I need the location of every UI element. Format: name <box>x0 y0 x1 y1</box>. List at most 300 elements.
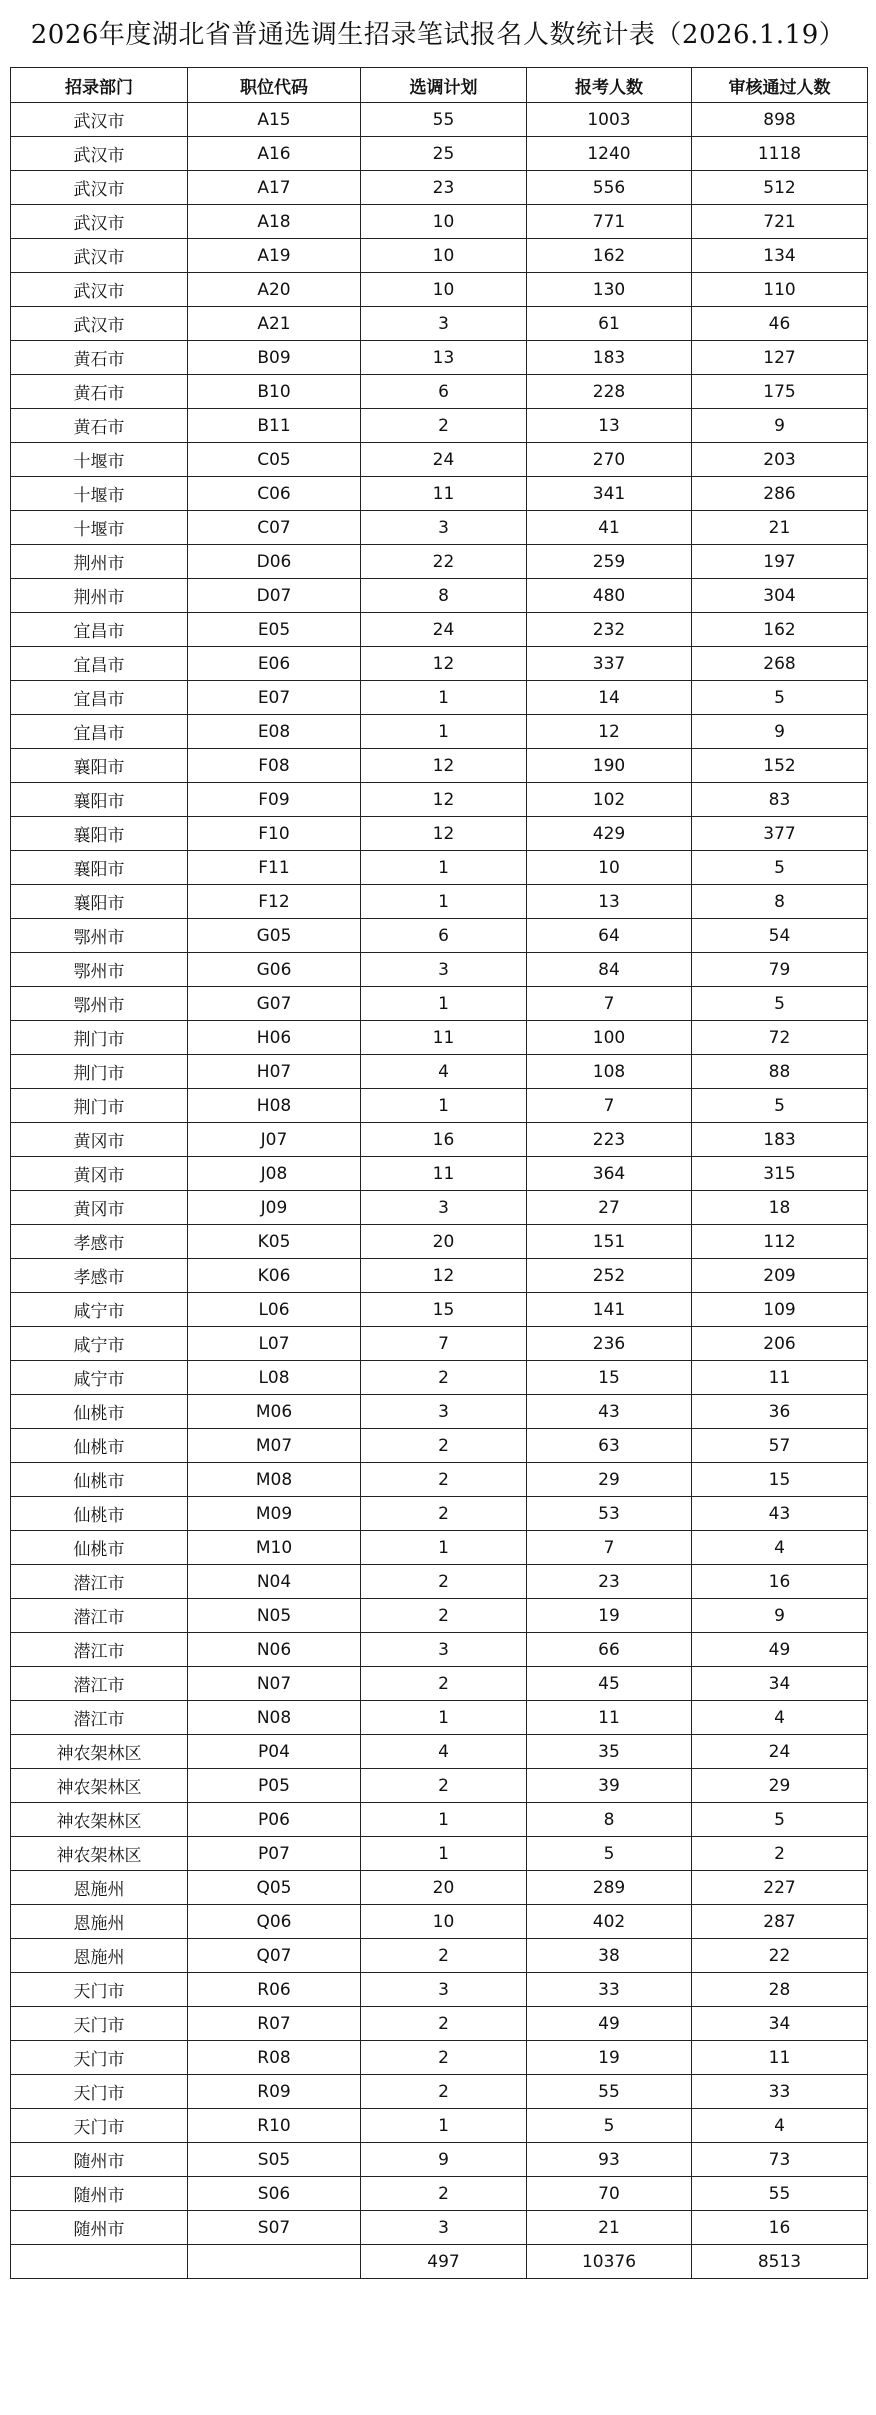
approved-cell: 315 <box>692 1157 868 1191</box>
applicants-cell: 259 <box>527 545 692 579</box>
department-cell: 随州市 <box>11 2177 188 2211</box>
position-code-cell: Q06 <box>188 1905 361 1939</box>
table-row <box>11 579 868 613</box>
plan-cell: 3 <box>361 307 527 341</box>
table-row <box>11 1871 868 1905</box>
applicants-cell: 70 <box>527 2177 692 2211</box>
applicants-cell: 5 <box>527 2109 692 2143</box>
table-row <box>11 851 868 885</box>
header-row <box>11 68 868 103</box>
plan-cell: 6 <box>361 919 527 953</box>
approved-cell: 43 <box>692 1497 868 1531</box>
table-row <box>11 341 868 375</box>
approved-cell: 46 <box>692 307 868 341</box>
approved-cell: 11 <box>692 1361 868 1395</box>
position-code-cell: S05 <box>188 2143 361 2177</box>
approved-cell: 4 <box>692 1531 868 1565</box>
department-cell: 襄阳市 <box>11 749 188 783</box>
department-cell: 鄂州市 <box>11 919 188 953</box>
approved-cell: 55 <box>692 2177 868 2211</box>
approved-cell: 5 <box>692 987 868 1021</box>
position-code-cell: K06 <box>188 1259 361 1293</box>
position-code-cell: A15 <box>188 103 361 137</box>
table-row <box>11 511 868 545</box>
table-row <box>11 103 868 137</box>
approved-cell: 83 <box>692 783 868 817</box>
table-row <box>11 613 868 647</box>
table-row <box>11 1395 868 1429</box>
plan-cell: 24 <box>361 613 527 647</box>
position-code-cell: A16 <box>188 137 361 171</box>
department-cell: 襄阳市 <box>11 885 188 919</box>
table-row <box>11 2211 868 2245</box>
approved-cell: 49 <box>692 1633 868 1667</box>
position-code-cell: H06 <box>188 1021 361 1055</box>
approved-cell: 162 <box>692 613 868 647</box>
department-cell: 潜江市 <box>11 1565 188 1599</box>
plan-cell: 2 <box>361 2177 527 2211</box>
department-cell: 襄阳市 <box>11 783 188 817</box>
department-cell: 孝感市 <box>11 1225 188 1259</box>
header-plan: 选调计划 <box>361 68 527 103</box>
position-code-cell: M06 <box>188 1395 361 1429</box>
department-cell: 神农架林区 <box>11 1837 188 1871</box>
table-row <box>11 171 868 205</box>
applicants-cell: 35 <box>527 1735 692 1769</box>
approved-cell: 18 <box>692 1191 868 1225</box>
plan-cell: 3 <box>361 1633 527 1667</box>
table-row <box>11 1701 868 1735</box>
table-row <box>11 1973 868 2007</box>
position-code-cell: P05 <box>188 1769 361 1803</box>
table-row <box>11 2007 868 2041</box>
approved-cell: 152 <box>692 749 868 783</box>
plan-cell: 2 <box>361 1429 527 1463</box>
position-code-cell: L08 <box>188 1361 361 1395</box>
position-code-cell: R08 <box>188 2041 361 2075</box>
department-cell: 天门市 <box>11 2041 188 2075</box>
department-cell: 黄冈市 <box>11 1191 188 1225</box>
applicants-cell: 556 <box>527 171 692 205</box>
table-row <box>11 1089 868 1123</box>
table-body <box>11 103 868 2245</box>
table-row <box>11 205 868 239</box>
statistics-table <box>10 67 868 2279</box>
table-row <box>11 1531 868 1565</box>
plan-cell: 1 <box>361 715 527 749</box>
applicants-cell: 1003 <box>527 103 692 137</box>
applicants-cell: 11 <box>527 1701 692 1735</box>
table-row <box>11 1225 868 1259</box>
header-department: 招录部门 <box>11 68 188 103</box>
department-cell: 武汉市 <box>11 171 188 205</box>
applicants-cell: 10 <box>527 851 692 885</box>
approved-cell: 34 <box>692 2007 868 2041</box>
department-cell: 天门市 <box>11 2109 188 2143</box>
applicants-cell: 337 <box>527 647 692 681</box>
plan-cell: 12 <box>361 783 527 817</box>
approved-cell: 9 <box>692 409 868 443</box>
department-cell: 鄂州市 <box>11 987 188 1021</box>
department-cell: 黄石市 <box>11 341 188 375</box>
total-row <box>11 2245 868 2279</box>
approved-cell: 16 <box>692 2211 868 2245</box>
position-code-cell: P07 <box>188 1837 361 1871</box>
table-row <box>11 681 868 715</box>
table-row <box>11 749 868 783</box>
plan-cell: 1 <box>361 1701 527 1735</box>
position-code-cell: L06 <box>188 1293 361 1327</box>
header-approved: 审核通过人数 <box>692 68 868 103</box>
position-code-cell: A20 <box>188 273 361 307</box>
approved-cell: 110 <box>692 273 868 307</box>
table-row <box>11 1157 868 1191</box>
table-row <box>11 239 868 273</box>
department-cell: 荆门市 <box>11 1089 188 1123</box>
department-cell: 神农架林区 <box>11 1735 188 1769</box>
position-code-cell: G06 <box>188 953 361 987</box>
plan-cell: 10 <box>361 1905 527 1939</box>
department-cell: 黄冈市 <box>11 1157 188 1191</box>
table-row <box>11 2041 868 2075</box>
table-row <box>11 1803 868 1837</box>
position-code-cell: N04 <box>188 1565 361 1599</box>
position-code-cell: B11 <box>188 409 361 443</box>
applicants-cell: 49 <box>527 2007 692 2041</box>
plan-cell: 2 <box>361 2007 527 2041</box>
approved-cell: 24 <box>692 1735 868 1769</box>
position-code-cell: C06 <box>188 477 361 511</box>
department-cell: 荆州市 <box>11 579 188 613</box>
table-row <box>11 443 868 477</box>
position-code-cell: P06 <box>188 1803 361 1837</box>
approved-cell: 28 <box>692 1973 868 2007</box>
approved-cell: 268 <box>692 647 868 681</box>
approved-cell: 4 <box>692 1701 868 1735</box>
table-row <box>11 783 868 817</box>
approved-cell: 36 <box>692 1395 868 1429</box>
plan-cell: 2 <box>361 1565 527 1599</box>
table-row <box>11 273 868 307</box>
approved-cell: 5 <box>692 681 868 715</box>
table-row <box>11 375 868 409</box>
approved-cell: 21 <box>692 511 868 545</box>
department-cell: 咸宁市 <box>11 1361 188 1395</box>
department-cell: 恩施州 <box>11 1871 188 1905</box>
position-code-cell: Q05 <box>188 1871 361 1905</box>
table-row <box>11 1769 868 1803</box>
approved-cell: 2 <box>692 1837 868 1871</box>
approved-cell: 209 <box>692 1259 868 1293</box>
plan-cell: 10 <box>361 239 527 273</box>
table-row <box>11 817 868 851</box>
applicants-cell: 130 <box>527 273 692 307</box>
applicants-cell: 8 <box>527 1803 692 1837</box>
department-cell: 鄂州市 <box>11 953 188 987</box>
applicants-cell: 1240 <box>527 137 692 171</box>
plan-cell: 22 <box>361 545 527 579</box>
plan-cell: 1 <box>361 885 527 919</box>
applicants-cell: 5 <box>527 1837 692 1871</box>
applicants-cell: 232 <box>527 613 692 647</box>
applicants-cell: 29 <box>527 1463 692 1497</box>
table-row <box>11 1463 868 1497</box>
applicants-cell: 43 <box>527 1395 692 1429</box>
department-cell: 潜江市 <box>11 1599 188 1633</box>
applicants-cell: 151 <box>527 1225 692 1259</box>
position-code-cell: J07 <box>188 1123 361 1157</box>
applicants-cell: 64 <box>527 919 692 953</box>
approved-cell: 112 <box>692 1225 868 1259</box>
plan-cell: 9 <box>361 2143 527 2177</box>
applicants-cell: 289 <box>527 1871 692 1905</box>
position-code-cell: R07 <box>188 2007 361 2041</box>
approved-cell: 22 <box>692 1939 868 1973</box>
approved-cell: 286 <box>692 477 868 511</box>
position-code-cell: D07 <box>188 579 361 613</box>
plan-cell: 2 <box>361 1361 527 1395</box>
approved-cell: 203 <box>692 443 868 477</box>
plan-cell: 1 <box>361 1837 527 1871</box>
approved-cell: 134 <box>692 239 868 273</box>
applicants-cell: 7 <box>527 987 692 1021</box>
position-code-cell: R06 <box>188 1973 361 2007</box>
applicants-cell: 38 <box>527 1939 692 1973</box>
table-row <box>11 1905 868 1939</box>
plan-cell: 23 <box>361 171 527 205</box>
position-code-cell: G07 <box>188 987 361 1021</box>
approved-cell: 287 <box>692 1905 868 1939</box>
applicants-cell: 162 <box>527 239 692 273</box>
table-row <box>11 1293 868 1327</box>
department-cell: 仙桃市 <box>11 1531 188 1565</box>
applicants-cell: 12 <box>527 715 692 749</box>
plan-cell: 1 <box>361 1089 527 1123</box>
table-row <box>11 1361 868 1395</box>
department-cell: 神农架林区 <box>11 1769 188 1803</box>
position-code-cell: H08 <box>188 1089 361 1123</box>
table-row <box>11 545 868 579</box>
department-cell: 孝感市 <box>11 1259 188 1293</box>
applicants-cell: 13 <box>527 885 692 919</box>
approved-cell: 33 <box>692 2075 868 2109</box>
table-row <box>11 1939 868 1973</box>
approved-cell: 898 <box>692 103 868 137</box>
approved-cell: 1118 <box>692 137 868 171</box>
page-title: 2026年度湖北省普通选调生招录笔试报名人数统计表（2026.1.19） <box>30 20 846 50</box>
position-code-cell: D06 <box>188 545 361 579</box>
total-applicants-cell: 10376 <box>527 2245 692 2279</box>
department-cell: 潜江市 <box>11 1633 188 1667</box>
department-cell: 神农架林区 <box>11 1803 188 1837</box>
position-code-cell: L07 <box>188 1327 361 1361</box>
approved-cell: 15 <box>692 1463 868 1497</box>
plan-cell: 15 <box>361 1293 527 1327</box>
total-approved-cell: 8513 <box>692 2245 868 2279</box>
applicants-cell: 33 <box>527 1973 692 2007</box>
department-cell: 武汉市 <box>11 137 188 171</box>
plan-cell: 20 <box>361 1225 527 1259</box>
department-cell: 武汉市 <box>11 273 188 307</box>
approved-cell: 512 <box>692 171 868 205</box>
position-code-cell: N05 <box>188 1599 361 1633</box>
plan-cell: 11 <box>361 477 527 511</box>
applicants-cell: 14 <box>527 681 692 715</box>
position-code-cell: E07 <box>188 681 361 715</box>
department-cell: 十堰市 <box>11 511 188 545</box>
plan-cell: 2 <box>361 1599 527 1633</box>
department-cell: 恩施州 <box>11 1939 188 1973</box>
approved-cell: 79 <box>692 953 868 987</box>
plan-cell: 8 <box>361 579 527 613</box>
plan-cell: 10 <box>361 273 527 307</box>
position-code-cell: J09 <box>188 1191 361 1225</box>
position-code-cell: R09 <box>188 2075 361 2109</box>
applicants-cell: 7 <box>527 1531 692 1565</box>
plan-cell: 3 <box>361 2211 527 2245</box>
plan-cell: 3 <box>361 953 527 987</box>
table-row <box>11 1123 868 1157</box>
department-cell: 襄阳市 <box>11 851 188 885</box>
position-code-cell: A21 <box>188 307 361 341</box>
department-cell: 宜昌市 <box>11 715 188 749</box>
approved-cell: 197 <box>692 545 868 579</box>
table-row <box>11 1667 868 1701</box>
plan-cell: 2 <box>361 1463 527 1497</box>
position-code-cell: E05 <box>188 613 361 647</box>
table-row <box>11 1497 868 1531</box>
approved-cell: 304 <box>692 579 868 613</box>
approved-cell: 721 <box>692 205 868 239</box>
applicants-cell: 236 <box>527 1327 692 1361</box>
plan-cell: 2 <box>361 2075 527 2109</box>
position-code-cell: A18 <box>188 205 361 239</box>
position-code-cell: N08 <box>188 1701 361 1735</box>
applicants-cell: 771 <box>527 205 692 239</box>
applicants-cell: 183 <box>527 341 692 375</box>
plan-cell: 2 <box>361 1497 527 1531</box>
table-row <box>11 1191 868 1225</box>
plan-cell: 25 <box>361 137 527 171</box>
applicants-cell: 39 <box>527 1769 692 1803</box>
table-row <box>11 1259 868 1293</box>
approved-cell: 5 <box>692 1803 868 1837</box>
department-cell: 武汉市 <box>11 205 188 239</box>
applicants-cell: 7 <box>527 1089 692 1123</box>
position-code-cell: M09 <box>188 1497 361 1531</box>
approved-cell: 175 <box>692 375 868 409</box>
approved-cell: 9 <box>692 715 868 749</box>
applicants-cell: 190 <box>527 749 692 783</box>
applicants-cell: 93 <box>527 2143 692 2177</box>
table-row <box>11 307 868 341</box>
department-cell: 黄石市 <box>11 375 188 409</box>
total-plan-cell: 497 <box>361 2245 527 2279</box>
position-code-cell: F10 <box>188 817 361 851</box>
department-cell: 仙桃市 <box>11 1497 188 1531</box>
department-cell: 仙桃市 <box>11 1429 188 1463</box>
position-code-cell: N06 <box>188 1633 361 1667</box>
department-cell: 宜昌市 <box>11 681 188 715</box>
approved-cell: 5 <box>692 1089 868 1123</box>
plan-cell: 1 <box>361 1531 527 1565</box>
department-cell: 仙桃市 <box>11 1395 188 1429</box>
table-row <box>11 647 868 681</box>
applicants-cell: 223 <box>527 1123 692 1157</box>
table-row <box>11 2109 868 2143</box>
department-cell: 十堰市 <box>11 443 188 477</box>
applicants-cell: 45 <box>527 1667 692 1701</box>
plan-cell: 10 <box>361 205 527 239</box>
table-row <box>11 1055 868 1089</box>
position-code-cell: C05 <box>188 443 361 477</box>
applicants-cell: 228 <box>527 375 692 409</box>
table-row <box>11 1565 868 1599</box>
approved-cell: 16 <box>692 1565 868 1599</box>
applicants-cell: 84 <box>527 953 692 987</box>
position-code-cell: H07 <box>188 1055 361 1089</box>
table-row <box>11 987 868 1021</box>
approved-cell: 73 <box>692 2143 868 2177</box>
department-cell: 荆门市 <box>11 1055 188 1089</box>
plan-cell: 2 <box>361 2041 527 2075</box>
table-row <box>11 477 868 511</box>
approved-cell: 227 <box>692 1871 868 1905</box>
approved-cell: 72 <box>692 1021 868 1055</box>
applicants-cell: 252 <box>527 1259 692 1293</box>
plan-cell: 12 <box>361 1259 527 1293</box>
applicants-cell: 23 <box>527 1565 692 1599</box>
position-code-cell: F09 <box>188 783 361 817</box>
table-row <box>11 2143 868 2177</box>
position-code-cell: S06 <box>188 2177 361 2211</box>
approved-cell: 88 <box>692 1055 868 1089</box>
plan-cell: 12 <box>361 647 527 681</box>
department-cell: 天门市 <box>11 1973 188 2007</box>
header-position-code: 职位代码 <box>188 68 361 103</box>
approved-cell: 11 <box>692 2041 868 2075</box>
plan-cell: 13 <box>361 341 527 375</box>
plan-cell: 12 <box>361 749 527 783</box>
position-code-cell: N07 <box>188 1667 361 1701</box>
table-row <box>11 409 868 443</box>
table-row <box>11 919 868 953</box>
plan-cell: 24 <box>361 443 527 477</box>
plan-cell: 11 <box>361 1157 527 1191</box>
department-cell: 天门市 <box>11 2075 188 2109</box>
table-row <box>11 1327 868 1361</box>
applicants-cell: 19 <box>527 2041 692 2075</box>
plan-cell: 1 <box>361 851 527 885</box>
department-cell: 随州市 <box>11 2143 188 2177</box>
table-row <box>11 1735 868 1769</box>
table-header <box>11 68 868 103</box>
approved-cell: 29 <box>692 1769 868 1803</box>
applicants-cell: 13 <box>527 409 692 443</box>
department-cell: 宜昌市 <box>11 647 188 681</box>
plan-cell: 20 <box>361 1871 527 1905</box>
department-cell: 咸宁市 <box>11 1293 188 1327</box>
position-code-cell: A17 <box>188 171 361 205</box>
header-applicants: 报考人数 <box>527 68 692 103</box>
department-cell: 仙桃市 <box>11 1463 188 1497</box>
applicants-cell: 364 <box>527 1157 692 1191</box>
position-code-cell: G05 <box>188 919 361 953</box>
department-cell: 荆门市 <box>11 1021 188 1055</box>
applicants-cell: 61 <box>527 307 692 341</box>
position-code-cell: K05 <box>188 1225 361 1259</box>
position-code-cell: E08 <box>188 715 361 749</box>
